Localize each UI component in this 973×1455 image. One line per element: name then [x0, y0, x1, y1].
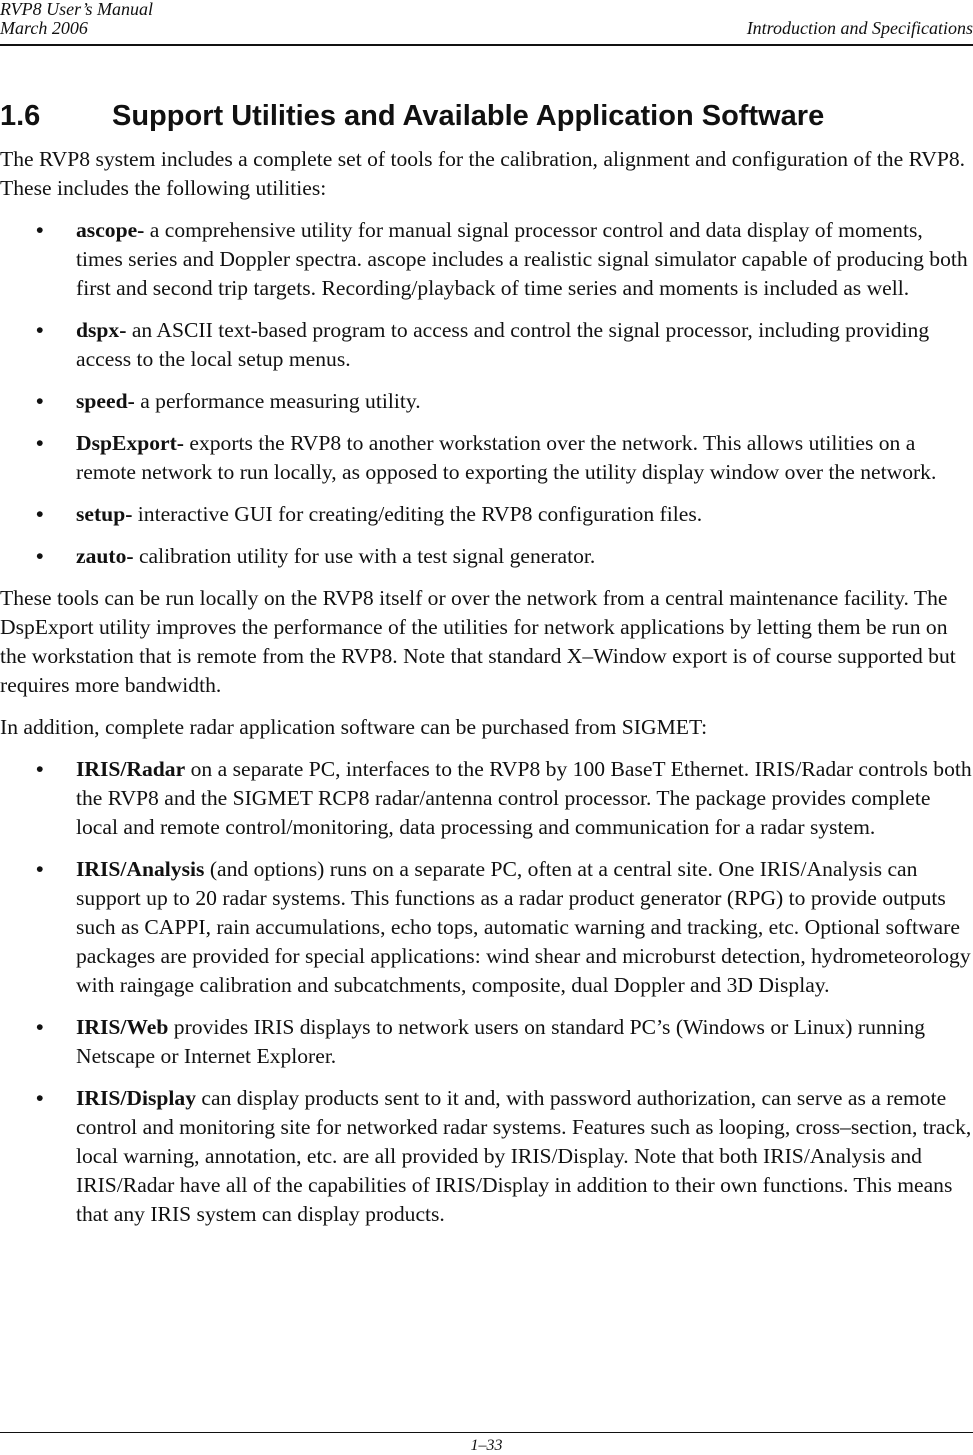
utility-term: zauto- — [76, 544, 134, 568]
utility-term: dspx- — [76, 318, 127, 342]
chapter-title: Introduction and Specifications — [746, 18, 973, 38]
page-header — [0, 0, 973, 46]
list-item-setup — [0, 500, 973, 529]
bullet-icon: • — [36, 1015, 44, 1039]
page-number: 1–33 — [470, 1437, 503, 1454]
utility-description: exports the RVP8 to another workstation over the network. This allows utilities on a remote network to run locally, as opposed to exporting the utility display window over the network. — [76, 431, 937, 484]
application-description: can display products sent to it and, with password authorization, can serve as a remote control and monitoring site for networked radar systems. Features such as looping, cross–section, track, local warning, annotation, etc. are all provided by IRIS/Display. Note that both IRIS/Analysis and IRIS/Radar have all of the capabilities of IRIS/Display in addition to their own functions. This means that any IRIS system can display products. — [76, 1086, 972, 1226]
utility-description: interactive GUI for creating/editing the RVP8 configuration files. — [132, 502, 703, 526]
application-term: IRIS/Web — [76, 1015, 169, 1039]
list-item-speed — [0, 387, 973, 416]
utility-term: ascope- — [76, 218, 145, 242]
page-content — [0, 145, 973, 1242]
utility-term: speed- — [76, 389, 135, 413]
list-item-zauto — [0, 542, 973, 571]
bullet-icon: • — [36, 757, 44, 781]
bullet-icon: • — [36, 544, 44, 568]
list-item-ascope — [0, 216, 973, 303]
intro-paragraph: The RVP8 system includes a complete set of tools for the calibration, alignment and configuration of the RVP8. These includes the following utilities: — [0, 147, 966, 200]
tools-paragraph: These tools can be run locally on the RVP8 itself or over the network from a central maintenance facility. The DspExport utility improves the performance of the utilities for network applications by letting them be run on the workstation that is remote from the RVP8. Note that standard X–Window export is of course supported but requires more bandwidth. — [0, 586, 956, 697]
application-description: on a separate PC, interfaces to the RVP8 by 100 BaseT Ethernet. IRIS/Radar controls both the RVP8 and the SIGMET RCP8 radar/antenna control processor. The package provides complete local and remote control/monitoring, data processing and communication for a radar system. — [76, 757, 972, 839]
bullet-icon: • — [36, 389, 44, 413]
bullet-icon: • — [36, 857, 44, 881]
manual-title: RVP8 User’s Manual — [0, 0, 153, 19]
utility-term: DspExport- — [76, 431, 184, 455]
application-description: provides IRIS displays to network users on standard PC’s (Windows or Linux) running Netscape or Internet Explorer. — [76, 1015, 926, 1068]
list-item-iris-web — [0, 1013, 973, 1071]
bullet-icon: • — [36, 431, 44, 455]
utility-description: an ASCII text-based program to access and control the signal processor, including providing access to the local setup menus. — [76, 318, 930, 371]
addition-paragraph: In addition, complete radar application software can be purchased from SIGMET: — [0, 715, 708, 739]
application-term: IRIS/Display — [76, 1086, 197, 1110]
list-item-dspx — [0, 316, 973, 374]
utility-description: a performance measuring utility. — [134, 389, 421, 413]
list-item-dspexport — [0, 429, 973, 487]
section-title-text: Support Utilities and Available Application Software — [112, 100, 825, 132]
bullet-icon: • — [36, 318, 44, 342]
list-item-iris-radar — [0, 755, 973, 842]
application-term: IRIS/Radar — [76, 757, 186, 781]
header-left — [0, 0, 153, 38]
applications-list — [0, 755, 973, 1229]
footer-rule — [0, 1432, 973, 1433]
bullet-icon: • — [36, 502, 44, 526]
manual-date: March 2006 — [0, 18, 88, 38]
utility-term: setup- — [76, 502, 133, 526]
utility-description: calibration utility for use with a test signal generator. — [133, 544, 596, 568]
section-number: 1.6 — [0, 100, 41, 132]
list-item-iris-display — [0, 1084, 973, 1229]
bullet-icon: • — [36, 1086, 44, 1110]
application-term: IRIS/Analysis — [76, 857, 205, 881]
list-item-iris-analysis — [0, 855, 973, 1000]
utilities-list — [0, 216, 973, 571]
utility-description: a comprehensive utility for manual signal processor control and data display of moments, times series and Doppler spectra. ascope includes a realistic signal simulator capable of producing both first and second trip targets. Recording/playback of time series and moments is included as well. — [76, 218, 968, 300]
section-heading — [0, 98, 824, 134]
application-description: (and options) runs on a separate PC, often at a central site. One IRIS/Analysis can support up to 20 radar systems. This functions as a radar product generator (RPG) to provide outputs such as CAPPI, rain accumulations, echo tops, automatic warning and tracking, etc. Optional software packages are provided for special applications: wind shear and microburst detection, hydrometeorology with raingage calibration and subcatchments, composite, dual Doppler and 3D Display. — [76, 857, 971, 997]
bullet-icon: • — [36, 218, 44, 242]
